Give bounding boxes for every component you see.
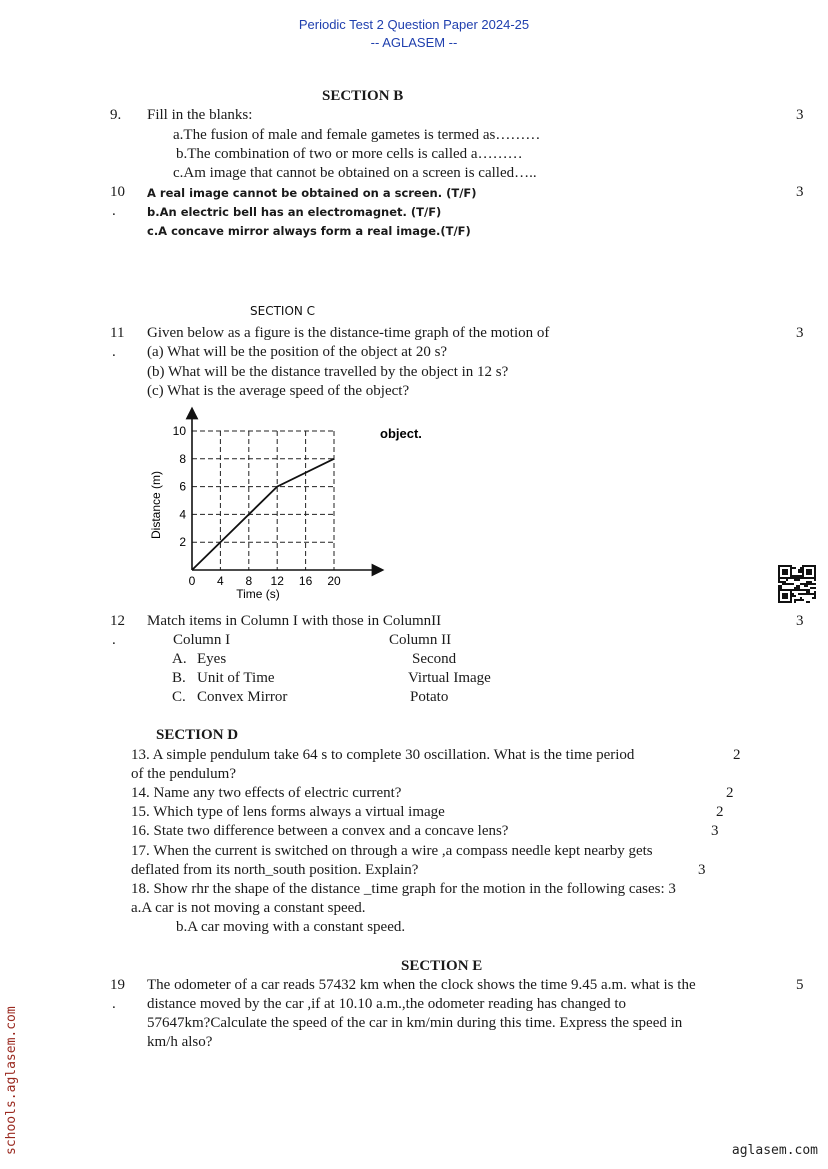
paper-title: Periodic Test 2 Question Paper 2024-25 xyxy=(298,17,530,32)
paper-subtitle: -- AGLASEM -- xyxy=(370,35,458,50)
q11-number: 11 xyxy=(110,325,125,341)
section-d-line: 18. Show rhr the shape of the distance _time graph for the motion in the following cases: 3 xyxy=(131,881,676,897)
match-row-item: Eyes xyxy=(197,651,227,667)
q9-part-c: c.Am image that cannot be obtained on a screen is called….. xyxy=(173,165,537,181)
match-row-match: Virtual Image xyxy=(408,670,491,686)
q19-line: distance moved by the car ,if at 10.10 a.m.,the odometer reading has changed to xyxy=(147,996,627,1012)
q11-part-b: (b) What will be the distance travelled by the object in 12 s? xyxy=(147,364,509,380)
section-d-heading: SECTION D xyxy=(156,727,239,743)
x-tick-label: 12 xyxy=(270,574,284,588)
q9-text: Fill in the blanks: xyxy=(147,107,253,123)
q19-line: The odometer of a car reads 57432 km when the clock shows the time 9.45 a.m. what is the xyxy=(147,977,696,993)
section-d-marks: 2 xyxy=(726,785,734,801)
q19-number: 19 xyxy=(110,977,125,993)
q10-part-a: A real image cannot be obtained on a screen. (T/F) xyxy=(147,186,477,200)
section-d-line: deflated from its north_south position. Explain? xyxy=(131,862,419,878)
section-d-line: 14. Name any two effects of electric current? xyxy=(131,785,402,801)
section-d-marks: 2 xyxy=(716,804,724,820)
section-b-heading: SECTION B xyxy=(322,88,404,104)
x-axis-label: Time (s) xyxy=(236,587,280,601)
q9-marks: 3 xyxy=(796,107,804,123)
q10-marks: 3 xyxy=(796,184,804,200)
section-d-marks: 3 xyxy=(698,862,706,878)
q9-part-a: a.The fusion of male and female gametes is termed as……… xyxy=(173,127,541,143)
x-tick-label: 0 xyxy=(188,574,196,588)
x-tick-label: 8 xyxy=(245,574,253,588)
y-tick-label: 2 xyxy=(179,535,186,550)
section-d-line: b.A car moving with a constant speed. xyxy=(176,919,406,935)
match-row-letter: C. xyxy=(172,689,186,705)
match-row-item: Convex Mirror xyxy=(197,689,288,705)
y-tick-label: 10 xyxy=(172,424,186,438)
column-1-header: Column I xyxy=(173,632,231,648)
q10-number: 10 xyxy=(110,184,125,200)
x-tick-label: 16 xyxy=(298,574,313,588)
q19-line: km/h also? xyxy=(147,1034,213,1050)
q11-dot: . xyxy=(112,344,116,360)
q19-dot: . xyxy=(112,996,116,1012)
figure-caption: object. xyxy=(380,426,422,441)
y-tick-label: 4 xyxy=(179,507,186,522)
section-d-line: 17. When the current is switched on through a wire ,a compass needle kept nearby gets xyxy=(131,843,653,859)
q9-number: 9. xyxy=(110,107,122,123)
q11-marks: 3 xyxy=(796,325,804,341)
match-row-match: Potato xyxy=(410,689,449,705)
y-tick-label: 6 xyxy=(179,479,186,494)
match-row-letter: A. xyxy=(172,651,187,667)
distance-time-graph xyxy=(140,405,440,605)
q11-text: Given below as a figure is the distance-time graph of the motion of xyxy=(147,325,550,341)
section-e-heading: SECTION E xyxy=(401,958,483,974)
y-axis-label: Distance (m) xyxy=(149,470,163,540)
qr-code-icon xyxy=(778,565,816,603)
x-tick-label: 4 xyxy=(217,574,224,588)
side-watermark[interactable]: schools.aglasem.com xyxy=(4,1006,19,1155)
q19-line: 57647km?Calculate the speed of the car in km/min during this time. Express the speed in xyxy=(147,1015,683,1031)
q12-text: Match items in Column I with those in ColumnII xyxy=(147,613,442,629)
q12-number: 12 xyxy=(110,613,125,629)
section-d-line: of the pendulum? xyxy=(131,766,236,782)
section-d-line: a.A car is not moving a constant speed. xyxy=(131,900,366,916)
section-c-heading: SECTION C xyxy=(250,304,316,318)
match-row-letter: B. xyxy=(172,670,186,686)
x-tick-label: 20 xyxy=(327,574,341,588)
q12-marks: 3 xyxy=(796,613,804,629)
section-d-line: 13. A simple pendulum take 64 s to complete 30 oscillation. What is the time period xyxy=(131,747,635,763)
q10-part-b: b.An electric bell has an electromagnet. (T/F) xyxy=(147,205,442,219)
match-row-match: Second xyxy=(412,651,457,667)
q10-dot: . xyxy=(112,203,116,219)
section-d-line: 16. State two difference between a convex and a concave lens? xyxy=(131,823,509,839)
q11-part-a: (a) What will be the position of the object at 20 s? xyxy=(147,344,448,360)
section-d-marks: 2 xyxy=(733,747,741,763)
q11-part-c: (c) What is the average speed of the object? xyxy=(147,383,410,399)
footer-watermark[interactable]: aglasem.com xyxy=(731,1143,818,1158)
section-d-line: 15. Which type of lens forms always a virtual image xyxy=(131,804,445,820)
q9-part-b: b.The combination of two or more cells is called a……… xyxy=(176,146,523,162)
q12-dot: . xyxy=(112,632,116,648)
q10-part-c: c.A concave mirror always form a real image.(T/F) xyxy=(147,224,471,238)
y-tick-label: 8 xyxy=(179,451,186,466)
q19-marks: 5 xyxy=(796,977,804,993)
section-d-marks: 3 xyxy=(711,823,719,839)
column-2-header: Column II xyxy=(389,632,452,648)
match-row-item: Unit of Time xyxy=(197,670,275,686)
